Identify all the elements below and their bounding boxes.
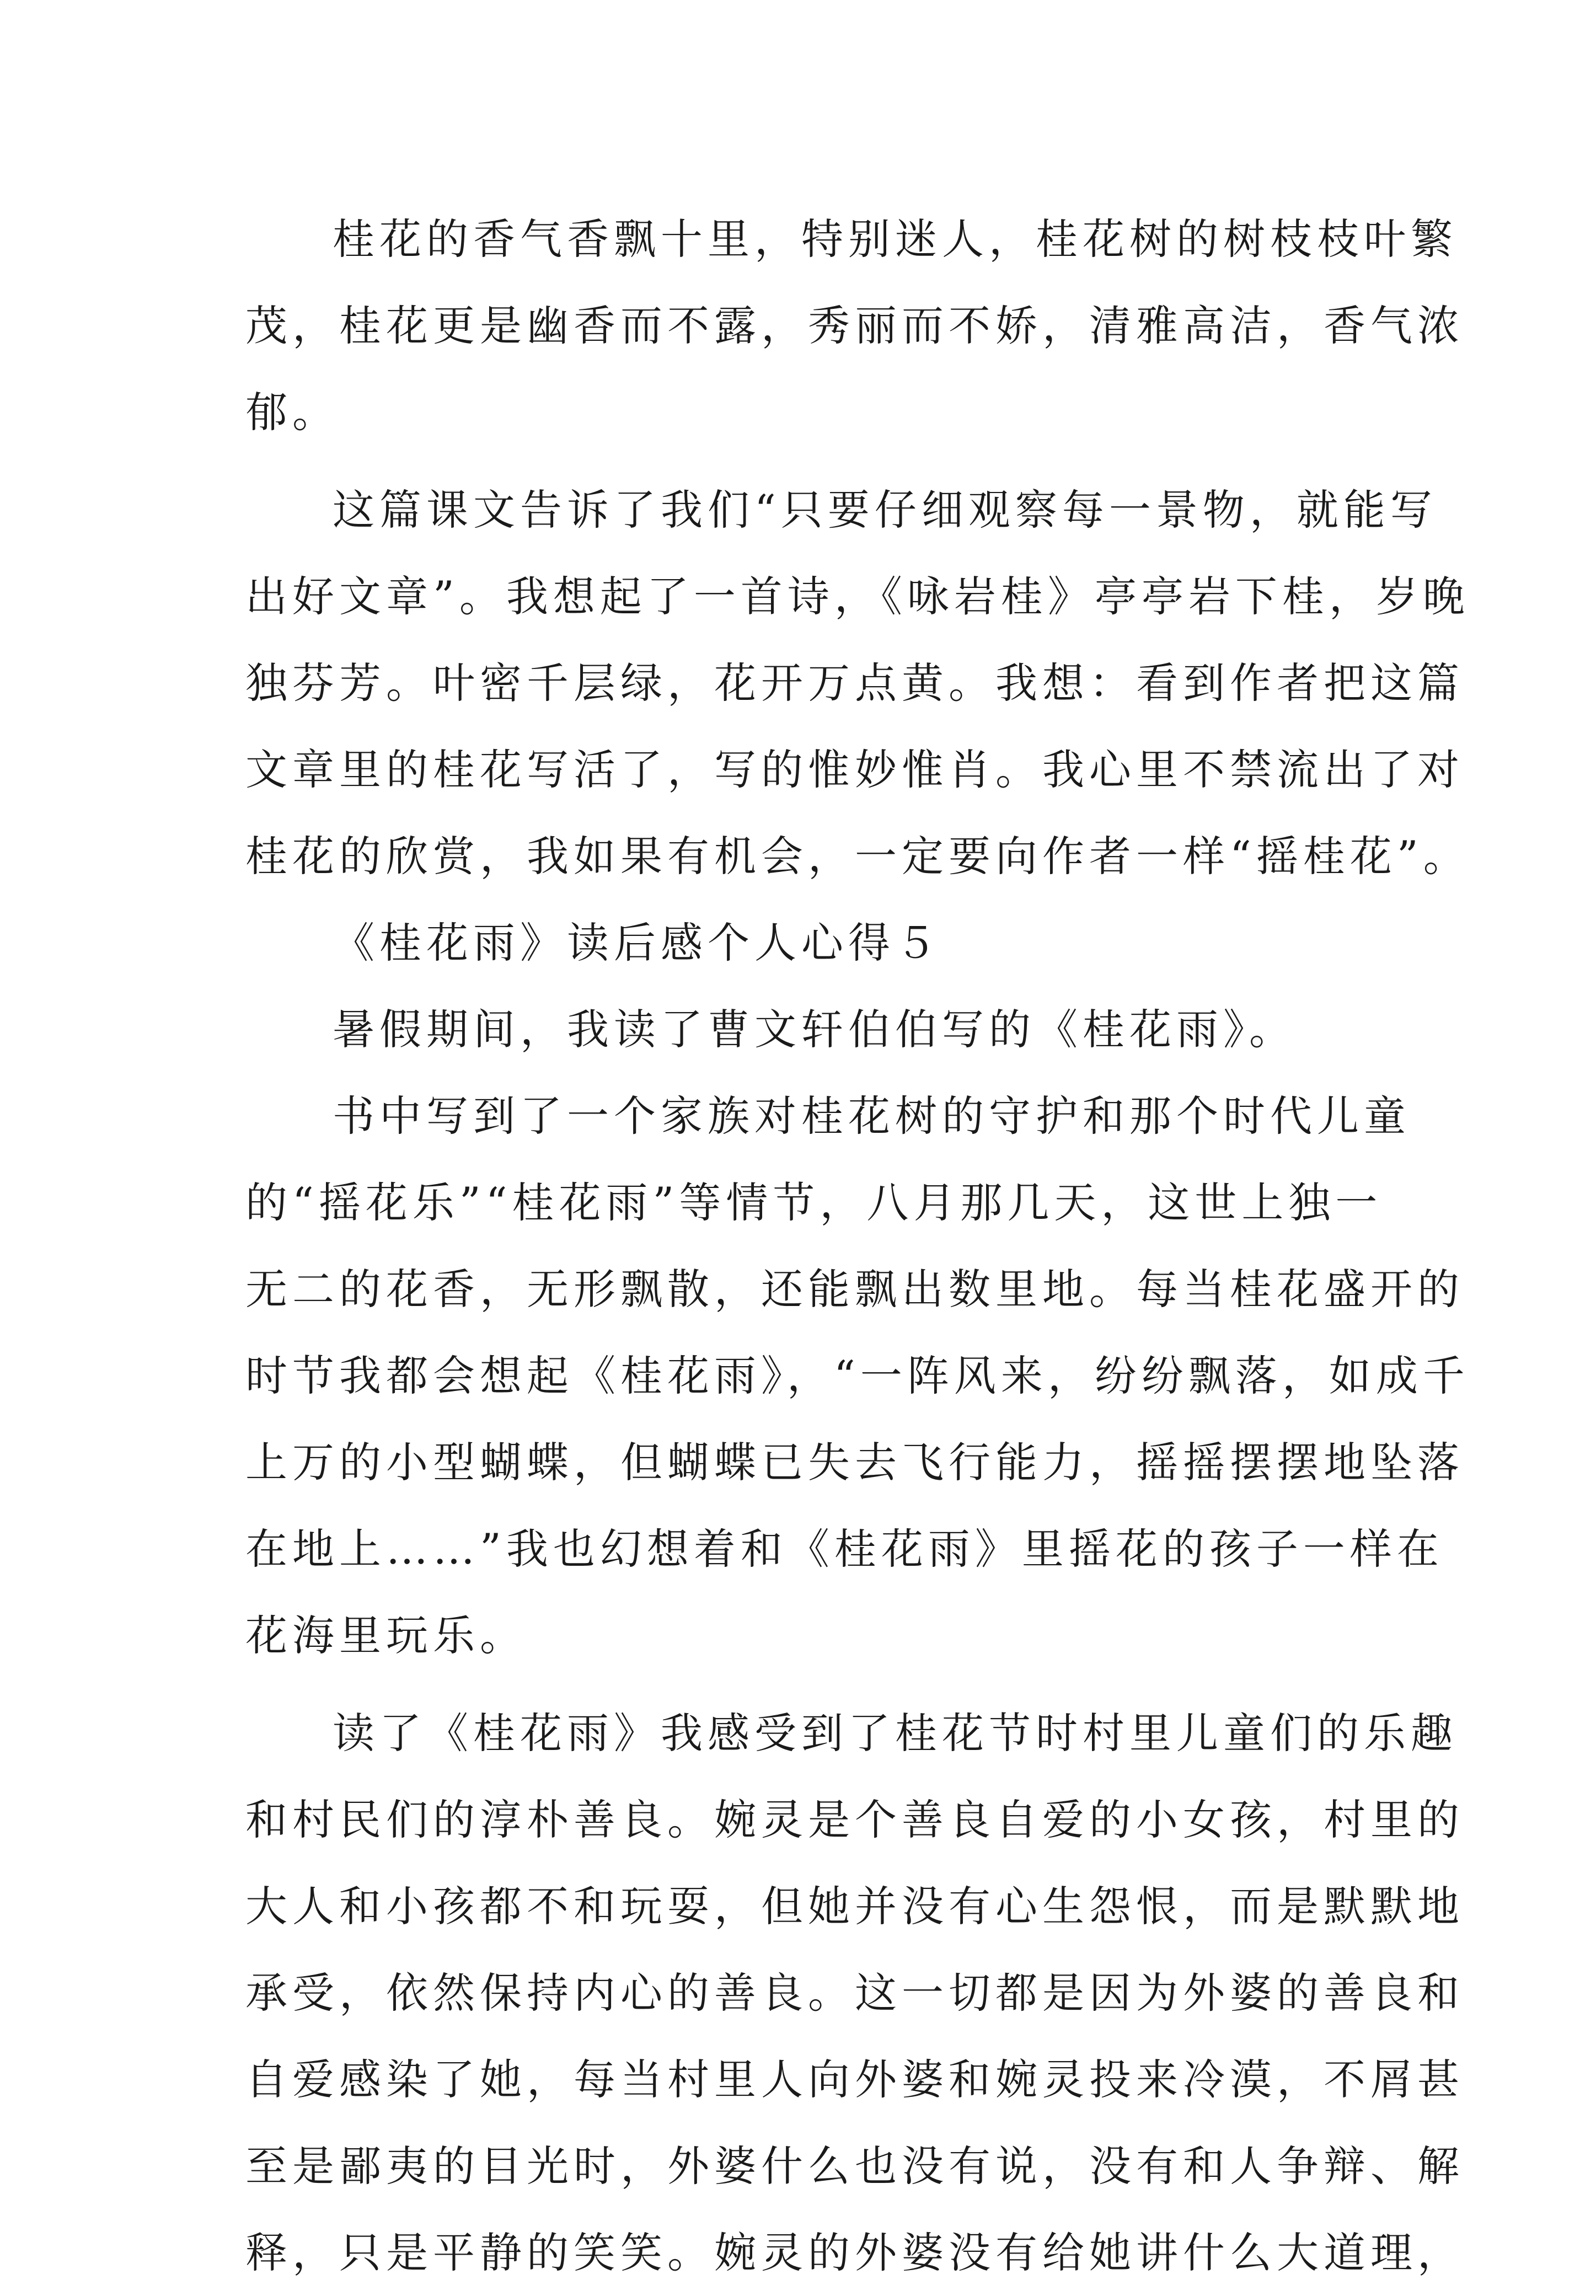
text-line: 承受，依然保持内心的善良。这一切都是因为外婆的善良和 [245,1968,1464,2017]
text-line: 无二的花香，无形飘散，还能飘出数里地。每当桂花盛开的 [245,1265,1464,1314]
document-body [245,196,1470,2296]
text-line: 自爱感染了她，每当村里人向外婆和婉灵投来冷漠，不屑甚 [245,2055,1464,2104]
text-line: 出好文章”。我想起了一首诗，《咏岩桂》亭亭岩下桂，岁晚 [245,572,1470,621]
text-line: 这篇课文告诉了我们“只要仔细观察每一景物，就能写 [333,485,1437,534]
text-line: 茂，桂花更是幽香而不露，秀丽而不娇，清雅高洁，香气浓 [245,301,1464,350]
text-line: 书中写到了一个家族对桂花树的守护和那个时代儿童 [333,1091,1411,1141]
heading-line: 《桂花雨》读后感个人心得５ [333,918,942,967]
paragraph [245,1073,1470,1679]
section-heading [245,900,1370,986]
text-line: 释，只是平静的笑笑。婉灵的外婆没有给她讲什么大道理， [245,2228,1464,2277]
text-line: 时节我都会想起《桂花雨》，“一阵风来，纷纷飘落，如成千 [245,1351,1470,1400]
paragraph [245,1690,1464,2296]
text-line: 读了《桂花雨》我感受到了桂花节时村里儿童们的乐趣 [333,1709,1458,1758]
text-line: 文章里的桂花写活了，写的惟妙惟肖。我心里不禁流出了对 [245,745,1464,794]
text-line: 大人和小孩都不和玩耍，但她并没有心生怨恨，而是默默地 [245,1882,1464,1931]
paragraph [245,196,1464,456]
text-line: 在地上……”我也幻想着和《桂花雨》里摇花的孩子一样在 [245,1524,1444,1574]
text-line: 桂花的欣赏，我如果有机会，一定要向作者一样“摇桂花”。 [245,832,1470,881]
text-line: 独芬芳。叶密千层绿，花开万点黄。我想：看到作者把这篇 [245,659,1464,708]
paragraph [245,986,1370,1073]
text-line: 至是鄙夷的目光时，外婆什么也没有说，没有和人争辩、解 [245,2142,1464,2191]
text-line: 郁。 [245,388,339,437]
text-line: 和村民们的淳朴善良。婉灵是个善良自爱的小女孩，村里的 [245,1795,1464,1844]
text-line: 上万的小型蝴蝶，但蝴蝶已失去飞行能力，摇摇摆摆地坠落 [245,1438,1464,1487]
paragraph [245,467,1470,900]
text-line: 花海里玩乐。 [245,1611,527,1660]
text-line: 的“摇花乐”“桂花雨”等情节，八月那几天，这世上独一 [245,1178,1383,1227]
text-line: 桂花的香气香飘十里，特别迷人，桂花树的树枝枝叶繁 [333,215,1458,264]
text-line: 暑假期间，我读了曹文轩伯伯写的《桂花雨》。 [333,1005,1296,1054]
